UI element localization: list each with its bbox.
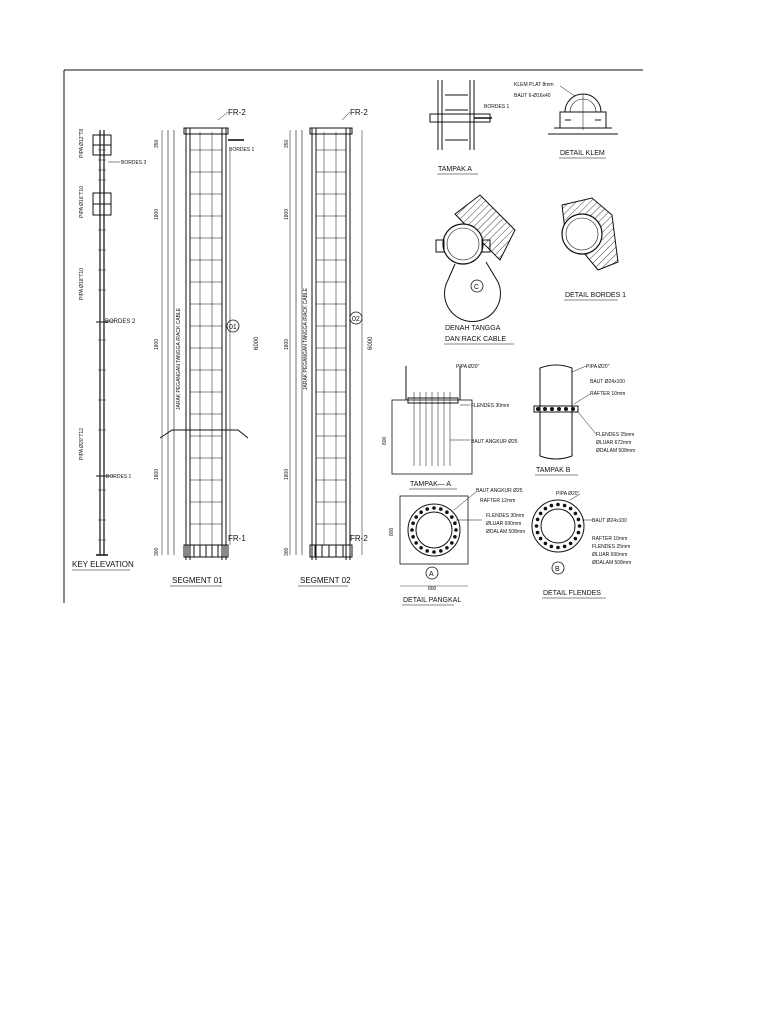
bolt-hole xyxy=(439,507,443,511)
tampak-a-base-label-2: FLENDES 30mm xyxy=(471,403,510,409)
s2-callout: 02 xyxy=(352,316,360,323)
segment-02 xyxy=(284,108,374,586)
key-pipe-label-4: PIPA Ø20"T12 xyxy=(79,428,85,460)
bolt-hole xyxy=(539,537,543,541)
s2-side-text: JARAK PEGANGAN TANGGA /RACK CABLE xyxy=(303,287,309,390)
bolt-hole xyxy=(414,515,418,519)
bolt-hole xyxy=(411,521,415,525)
bolt-hole xyxy=(450,515,454,519)
tampak-a-title: TAMPAK A xyxy=(438,166,472,173)
detail-klem-title: DETAIL KLEM xyxy=(560,150,605,157)
s1-total-dim: 6000 xyxy=(254,336,260,350)
denah-tangga xyxy=(436,195,515,344)
tampak-a-base-title: TAMPAK— A xyxy=(410,481,451,488)
key-elevation-title: KEY ELEVATION xyxy=(72,560,134,569)
bolt-hole xyxy=(550,504,554,508)
bolt-hole xyxy=(536,531,540,535)
flendes-label-1: PIPA Ø20" xyxy=(556,491,580,497)
bolt-hole xyxy=(439,549,443,553)
klem-label-2: BAUT 6-Ø16x40 xyxy=(514,93,551,99)
s1-dim-1: 350 xyxy=(154,139,160,148)
bolt-hole xyxy=(574,512,578,516)
bolt-hole xyxy=(453,521,457,525)
flendes-label-3: RAFTER 10mm xyxy=(592,536,628,542)
bolt-hole xyxy=(578,524,582,528)
bolt-hole xyxy=(577,518,581,522)
bolt-hole xyxy=(544,542,548,546)
tampak-b-label-4: FLENDES 25mm xyxy=(596,432,635,438)
tampak-b-title: TAMPAK B xyxy=(536,467,571,474)
bolt-hole xyxy=(544,507,548,511)
bolt-hole xyxy=(536,518,540,522)
tampak-b-label-2: BAUT Ø24x100 xyxy=(590,379,625,385)
pangkal-label-2: RAFTER 12mm xyxy=(480,498,516,504)
segment-01-title: SEGMENT 01 xyxy=(172,576,223,585)
key-pipe-label-2: PIPA Ø16"T10 xyxy=(79,186,85,218)
key-bordes-3: BORDES 3 xyxy=(121,160,147,166)
s1-side-text: JARAK PEGANGAN TANGGA /RACK CABLE xyxy=(176,307,182,410)
bolt-hole xyxy=(577,531,581,535)
bolt-hole xyxy=(535,524,539,528)
denah-title: DENAH TANGGA xyxy=(445,325,501,332)
flendes-marker: B xyxy=(555,566,560,573)
bolt-hole xyxy=(410,528,414,532)
bolt-hole xyxy=(411,535,415,539)
detail-klem xyxy=(514,82,618,158)
pangkal-label-1: BAUT ANGKUR Ø25 xyxy=(476,488,523,494)
detail-bordes-1 xyxy=(562,198,626,300)
bolt-hole xyxy=(563,504,567,508)
key-bordes-1: BORDES 1 xyxy=(106,474,132,480)
detail-pangkal xyxy=(389,488,525,605)
s1-callout: 01 xyxy=(229,324,237,331)
tampak-a-base-label-1: PIPA Ø20" xyxy=(456,364,480,370)
detail-flendes-title: DETAIL FLENDES xyxy=(543,590,601,597)
bolt-hole xyxy=(550,545,554,549)
tampak-b-label-5: ØLUAR 672mm xyxy=(596,440,632,446)
pangkal-marker: A xyxy=(429,571,434,578)
denah-subtitle: DAN RACK CABLE xyxy=(445,336,507,343)
bolt-hole xyxy=(574,537,578,541)
flendes-label-6: ØDALAM 508mm xyxy=(592,560,632,566)
pangkal-dim-bottom: 800 xyxy=(428,586,437,592)
bolt-hole xyxy=(445,546,449,550)
s2-dim-5: 300 xyxy=(284,547,290,556)
segment-01 xyxy=(154,108,260,586)
s1-dim-5: 300 xyxy=(154,547,160,556)
tampak-a-top xyxy=(430,80,510,174)
bolt-hole xyxy=(445,510,449,514)
pangkal-dim-side: 800 xyxy=(389,527,395,536)
bolt-hole xyxy=(569,542,573,546)
flendes-label-5: ØLUAR 690mm xyxy=(592,552,628,558)
s1-dim-3: 1800 xyxy=(154,338,160,350)
flendes-label-2: BAUT Ø24x100 xyxy=(592,518,627,524)
s2-dim-1: 350 xyxy=(284,139,290,148)
s2-dim-4: 1800 xyxy=(284,468,290,480)
s2-fr-bottom: FR-2 xyxy=(350,534,368,543)
bolt-hole xyxy=(432,506,436,510)
detail-bordes-title: DETAIL BORDES 1 xyxy=(565,292,627,299)
segment-02-title: SEGMENT 02 xyxy=(300,576,351,585)
key-pipe-label-3: PIPA Ø18"T10 xyxy=(79,268,85,300)
s1-fr-top: FR-2 xyxy=(228,108,246,117)
bolt-hole xyxy=(539,512,543,516)
s1-dim-2: 1800 xyxy=(154,208,160,220)
klem-label-1: KLEM PLAT 8mm xyxy=(514,82,554,88)
key-pipe-label-1: PIPA Ø12"T8 xyxy=(79,128,85,158)
bolt-hole xyxy=(419,510,423,514)
detail-pangkal-title: DETAIL PANGKAL xyxy=(403,597,462,604)
bolt-hole xyxy=(425,507,429,511)
s1-bordes-label: BORDES 1 xyxy=(229,147,255,153)
bolt-hole xyxy=(414,541,418,545)
flendes-label-4: FLENDES 25mm xyxy=(592,544,631,550)
tampak-a-base xyxy=(382,364,518,489)
bolt-hole xyxy=(432,550,436,554)
tampak-a-base-dim: 800 xyxy=(382,436,388,445)
bolt-hole xyxy=(569,507,573,511)
key-bordes-2: BORDES 2 xyxy=(105,319,136,325)
tampak-a-bordes: BORDES 1 xyxy=(484,104,510,110)
tampak-b-label-6: ØDALAM 508mm xyxy=(596,448,636,454)
bolt-hole xyxy=(556,546,560,550)
s2-fr-top: FR-2 xyxy=(350,108,368,117)
denah-marker: C xyxy=(474,284,480,291)
tampak-b-label-1: PIPA Ø20" xyxy=(586,364,610,370)
bolt-hole xyxy=(556,503,560,507)
bolt-hole xyxy=(450,541,454,545)
bolt-hole xyxy=(453,535,457,539)
key-elevation xyxy=(72,129,147,570)
bolt-hole xyxy=(419,546,423,550)
bolt-hole xyxy=(563,545,567,549)
s1-fr-bottom: FR-1 xyxy=(228,534,246,543)
pangkal-label-3: FLENDES 30mm xyxy=(486,513,525,519)
s2-dim-3: 1800 xyxy=(284,338,290,350)
bolt-hole xyxy=(425,549,429,553)
detail-flendes xyxy=(532,491,631,598)
pangkal-label-5: ØDALAM 508mm xyxy=(486,529,526,535)
bolt-hole xyxy=(454,528,458,532)
s2-total-dim: 6000 xyxy=(368,336,374,350)
s2-dim-2: 1800 xyxy=(284,208,290,220)
pangkal-label-4: ØLUAR 690mm xyxy=(486,521,522,527)
tampak-b-label-3: RAFTER 10mm xyxy=(590,391,626,397)
tampak-a-base-label-3: BAUT ANGKUR Ø25 xyxy=(471,439,518,445)
tampak-b xyxy=(534,364,635,475)
s1-dim-4: 1800 xyxy=(154,468,160,480)
